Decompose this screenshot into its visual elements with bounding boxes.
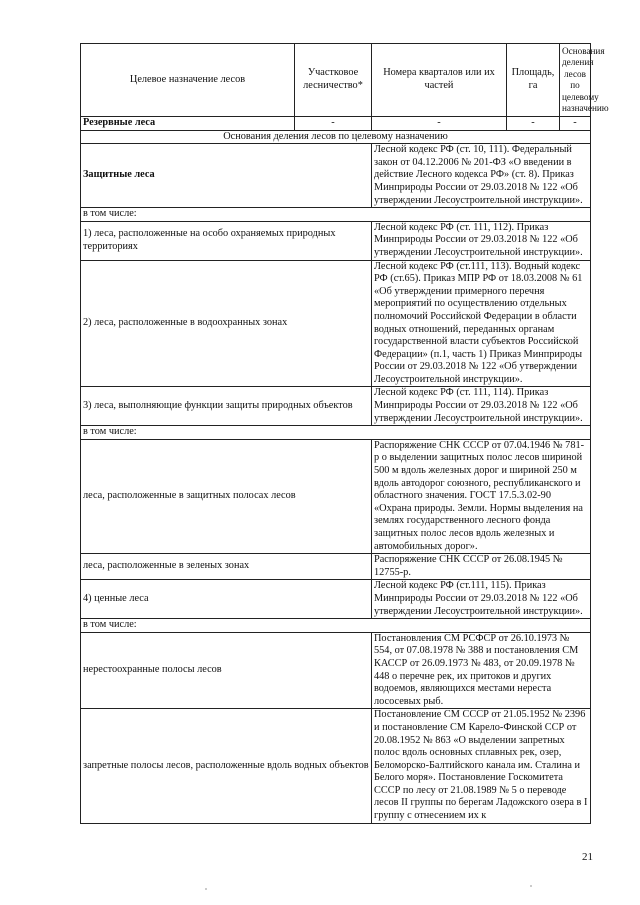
table-row xyxy=(81,619,591,633)
forest-purpose-table xyxy=(80,43,609,824)
table-row xyxy=(81,144,591,208)
reserve-quarters: - xyxy=(372,117,507,131)
reserve-area: - xyxy=(507,117,560,131)
category-cell: Защитные леса xyxy=(81,144,372,208)
basis-cell: Лесной кодекс РФ (ст.111, 115). Приказ Минприроды России от 29.03.2018 № 122 «Об утверждении Лесоустроительной инструкции». xyxy=(372,580,591,619)
header-forestry: Участковое лесничество* xyxy=(295,44,372,117)
basis-cell: Лесной кодекс РФ (ст. 10, 111). Федеральный закон от 04.12.2006 № 201-ФЗ «О введении в действие Лесного кодекса РФ» (ст. 8). Приказ Минприроды России от 29.03.2018 № 122 «Об утверждении Лесоустроительной инструкции». xyxy=(372,144,591,208)
basis-cell: Лесной кодекс РФ (ст. 111, 114). Приказ Минприроды России от 29.03.2018 № 122 «Об утверждении Лесоустроительной инструкции». xyxy=(372,387,591,426)
basis-cell: Распоряжение СНК СССР от 26.08.1945 № 12755-р. xyxy=(372,554,591,580)
header-area: Площадь, га xyxy=(507,44,560,117)
basis-cell: Лесной кодекс РФ (ст. 111, 112). Приказ Минприроды России от 29.03.2018 № 122 «Об утверждении Лесоустроительной инструкции». xyxy=(372,221,591,260)
table-row xyxy=(81,426,591,440)
table-row xyxy=(81,387,591,426)
section-title-row xyxy=(81,130,591,144)
category-cell: 3) леса, выполняющие функции защиты природных объектов xyxy=(81,387,372,426)
category-cell: 2) леса, расположенные в водоохранных зонах xyxy=(81,260,372,387)
subheading-cell: в том числе: xyxy=(81,208,591,222)
header-quarters: Номера кварталов или их частей xyxy=(372,44,507,117)
header-basis: Основания деления лесов по целевому назначению xyxy=(560,44,591,117)
basis-cell: Постановление СМ СССР от 21.05.1952 № 2396 и постановление СМ Карело-Финской ССР от 20.08.1952 № 863 «О выделении запретных полос вдоль основных сплавных рек, озер, Беломорско-Балтийского канала им. Сталина и Белого моря». Постановление Госкомитета СССР по лесу от 21.08.1989 № 5 о переводе лесов II группы по берегам Ладожского озера в I группу с отнесением их к xyxy=(372,709,591,823)
basis-cell: Лесной кодекс РФ (ст.111, 113). Водный кодекс РФ (ст.65). Приказ МПР РФ от 18.03.2008 № 61 «Об утверждении примерного перечня мероприятий по осуществлению отдельных полномочий Российской Федерации в области водных отношений, переданных органам государственной власти субъектов Российской Федерации» (п.1, часть 1) Приказ Минприроды России от 29.03.2018 № 122 «Об утверждении Лесоустроительной инструкции». xyxy=(372,260,591,387)
table-row xyxy=(81,208,591,222)
table-row xyxy=(81,221,591,260)
basis-cell: Постановления СМ РСФСР от 26.10.1973 № 554, от 07.08.1978 № 388 и постановления СМ КАССР от 26.09.1973 № 483, от 20.09.1978 № 448 о перечне рек, их притоков и других водоемов, являющихся местами нереста лососевых рыб. xyxy=(372,632,591,709)
category-cell: 1) леса, расположенные на особо охраняемых природных территориях xyxy=(81,221,372,260)
category-cell: 4) ценные леса xyxy=(81,580,372,619)
table-row xyxy=(81,260,591,387)
table-row xyxy=(81,554,591,580)
subheading-cell: в том числе: xyxy=(81,619,591,633)
section-title: Основания деления лесов по целевому назначению xyxy=(81,130,591,144)
category-cell: леса, расположенные в зеленых зонах xyxy=(81,554,372,580)
category-cell: нерестоохранные полосы лесов xyxy=(81,632,372,709)
scan-speck xyxy=(205,888,207,890)
table-body xyxy=(81,144,591,823)
table-row xyxy=(81,439,591,553)
header-purpose: Целевое назначение лесов xyxy=(81,44,295,117)
reserve-forestry: - xyxy=(295,117,372,131)
table-header-row xyxy=(81,44,591,117)
reserve-basis: - xyxy=(560,117,591,131)
reserve-row xyxy=(81,117,591,131)
page-number: 21 xyxy=(582,851,593,863)
table-row xyxy=(81,632,591,709)
reserve-label: Резервные леса xyxy=(81,117,295,131)
subheading-cell: в том числе: xyxy=(81,426,591,440)
category-cell: запретные полосы лесов, расположенные вдоль водных объектов xyxy=(81,709,372,823)
table-row xyxy=(81,580,591,619)
scan-speck xyxy=(530,885,532,887)
table-row xyxy=(81,709,591,823)
category-cell: леса, расположенные в защитных полосах лесов xyxy=(81,439,372,553)
basis-cell: Распоряжение СНК СССР от 07.04.1946 № 781-р о выделении защитных полос лесов шириной 500 м вдоль железных дорог и шириной 250 м вдоль автодорог союзного, республиканского и областного значения. ГОСТ 17.5.3.02-90 «Охрана природы. Земли. Нормы выделения на землях государственного лесного фонда защитных полос лесов вдоль железных и автомобильных дорог». xyxy=(372,439,591,553)
